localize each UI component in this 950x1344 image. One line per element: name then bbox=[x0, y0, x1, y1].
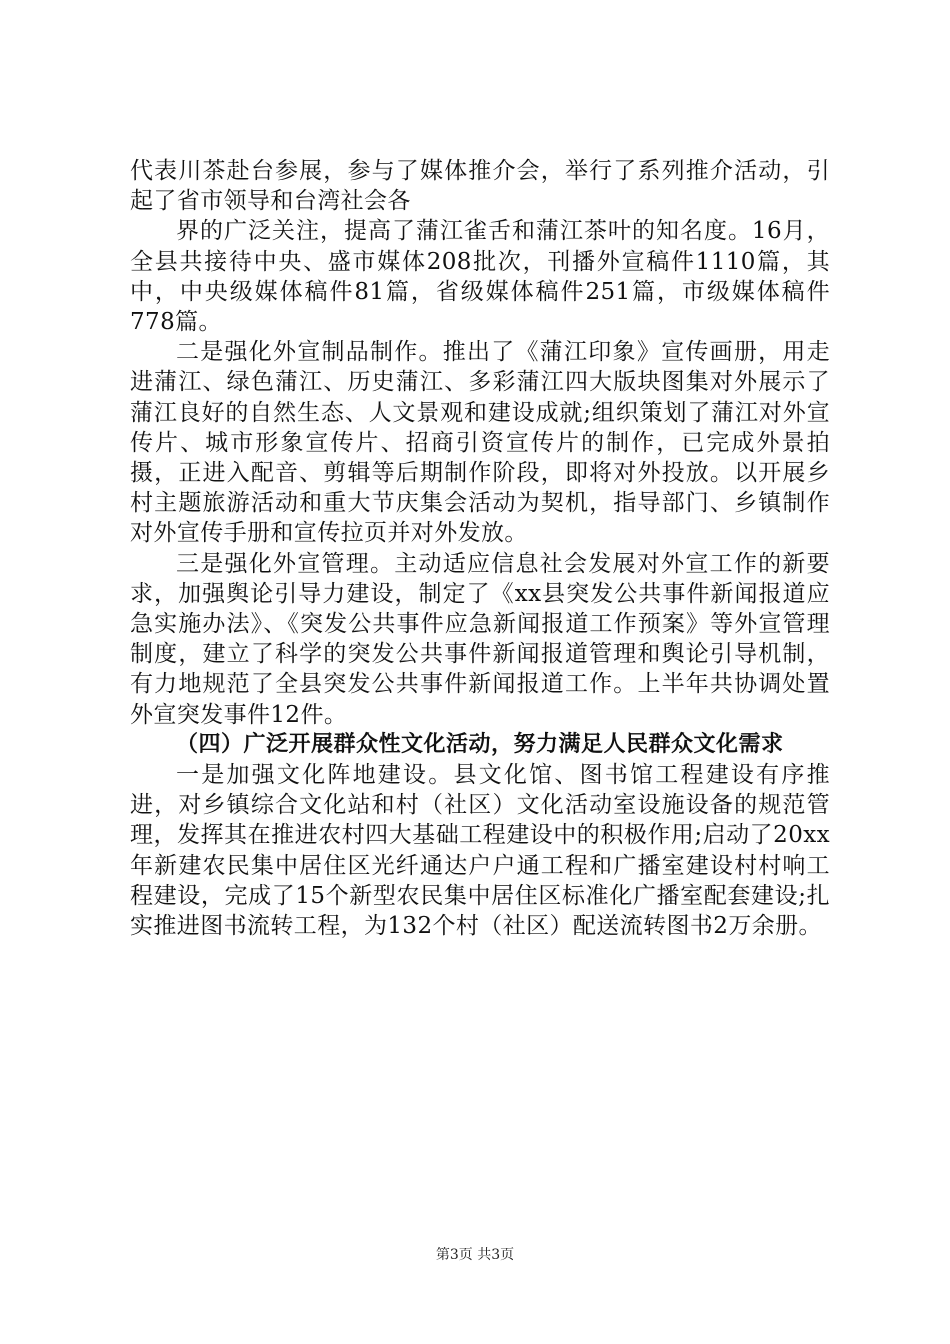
document-body bbox=[130, 156, 830, 941]
paragraph-media-coverage: 界的广泛关注，提高了蒲江雀舌和蒲江茶叶的知名度。16月，全县共接待中央、盛市媒体208批次，刊播外宣稿件1110篇，其中，中央级媒体稿件81篇，省级媒体稿件251篇，市级媒体稿件778篇。 bbox=[130, 218, 830, 336]
paragraph-continuation: 代表川茶赴台参展，参与了媒体推介会，举行了系列推介活动，引起了省市领导和台湾社会各 bbox=[130, 158, 830, 215]
paragraph-cultural-facilities: 一是加强文化阵地建设。县文化馆、图书馆工程建设有序推进，对乡镇综合文化站和村（社区）文化活动室设施设备的规范管理，发挥其在推进农村四大基础工程建设中的积极作用;启动了20xx年新建农民集中居住区光纤通达户户通工程和广播室建设村村响工程建设，完成了15个新型农民集中居住区标准化广播室配套建设;扎实推进图书流转工程，为132个村（社区）配送流转图书2万余册。 bbox=[130, 762, 830, 940]
paragraph-publicity-management: 三是强化外宣管理。主动适应信息社会发展对外宣工作的新要求，加强舆论引导力建设，制定了《xx县突发公共事件新闻报道应急实施办法》、《突发公共事件应急新闻报道工作预案》等外宣管理制度，建立了科学的突发公共事件新闻报道管理和舆论引导机制，有力地规范了全县突发公共事件新闻报道工作。上半年共协调处置外宣突发事件12件。 bbox=[130, 550, 830, 728]
section-heading: （四）广泛开展群众性文化活动，努力满足人民群众文化需求 bbox=[176, 731, 784, 757]
page-number-footer: 第3页 共3页 bbox=[435, 1247, 515, 1263]
paragraph-publicity-products: 二是强化外宣制品制作。推出了《蒲江印象》宣传画册，用走进蒲江、绿色蒲江、历史蒲江、多彩蒲江四大版块图集对外展示了蒲江良好的自然生态、人文景观和建设成就;组织策划了蒲江对外宣传片、城市形象宣传片、招商引资宣传片的制作，已完成外景拍摄，正进入配音、剪辑等后期制作阶段，即将对外投放。以开展乡村主题旅游活动和重大节庆集会活动为契机，指导部门、乡镇制作对外宣传手册和宣传拉页并对外发放。 bbox=[130, 339, 830, 547]
